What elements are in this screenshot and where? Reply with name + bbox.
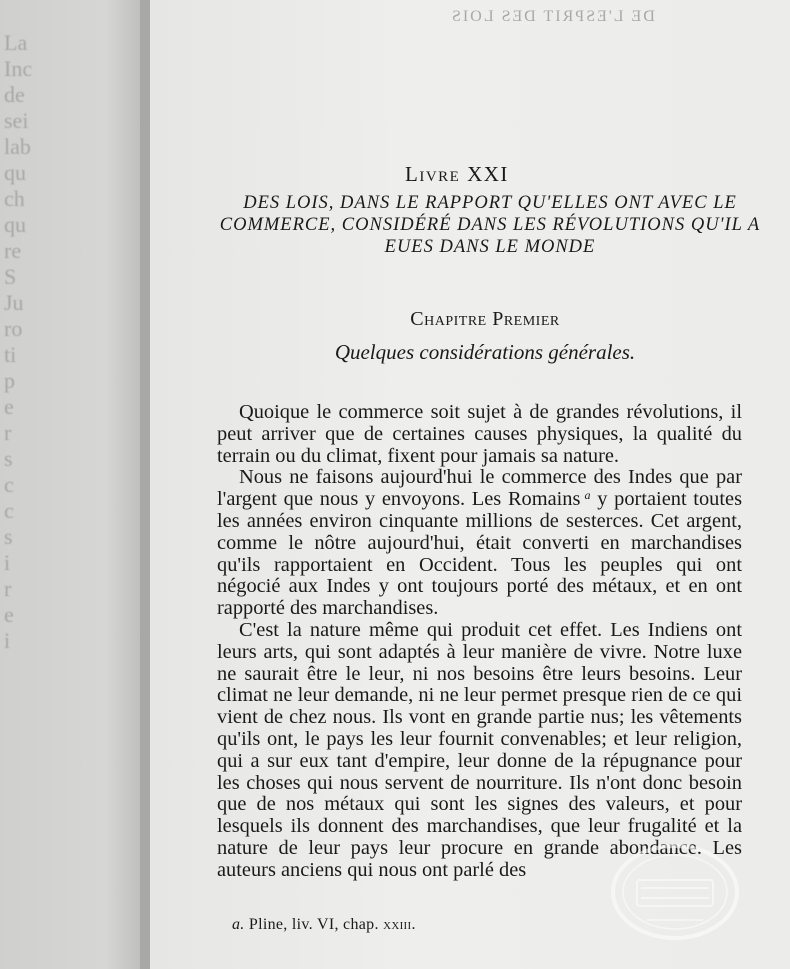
chapter-heading: Chapitre Premier xyxy=(410,308,560,330)
paragraph-1-text: Quoique le commerce soit sujet à de grandes révolutions, il peut arriver que de certaines causes physiques, la qualité du terrain ou du climat, fixent pour jamais sa nature. xyxy=(217,401,742,467)
paragraph-1 xyxy=(217,402,742,467)
facing-page-edge xyxy=(0,0,150,969)
footnote-text: Pline, liv. VI, chap. xyxy=(248,916,379,933)
paragraph-2-text-before: Nous ne faisons aujourd'hui le commerce des Indes que par l'argent que nous y envoyons. Les Romains xyxy=(217,466,742,511)
paragraph-2-text-after: y portaient toutes les années environ cinquante millions de sesterces. Cet argent, comme le nôtre aujourd'hui, était converti en marchandises qu'ils rapportaient en Occident. Tous les peuples qui ont négocié aux Indes y ont toujours porté des métaux, et en ont rapporté des marchandises. xyxy=(217,488,743,620)
book-subtitle: DES LOIS, DANS LE RAPPORT QU'ELLES ONT AVEC LE COMMERCE, CONSIDÉRÉ DANS LES RÉVOLUTIONS QU'IL A EUES DANS LE MONDE xyxy=(219,193,761,257)
paragraph-3-text: C'est la nature même qui produit cet effet. Les Indiens ont leurs arts, qui sont adaptés à leur manière de vivre. Notre luxe ne saurait être le leur, ni nos besoins être leurs besoins. Leur climat ne leur demande, ni ne leur permet presque rien de ce qui vient de chez nous. Ils vont en grande partie nus; les vêtements qu'ils ont, le pays les leur fournit convenables; et leur religion, qui a sur eux tant d'empire, leur donne de la répugnance pour les choses qui nous servent de nourriture. Ils n'ont donc besoin que de nos métaux qui sont les signes des valeurs, et pour lesquels ils donnent des marchandises, que leur frugalité et la nature de leur pays leur procure en grande abondance. Les auteurs anciens qui nous ont parlé des xyxy=(217,618,742,881)
book-heading: Livre XXI xyxy=(405,162,509,186)
chapter-body xyxy=(217,402,742,882)
footnote-chapter-ref: xxiii. xyxy=(383,916,416,933)
footnote-mark: a. xyxy=(232,916,245,933)
facing-page-bleed: La Inc de sei lab qu ch qu re S Ju ro ti p e r s c c s i r e i xyxy=(4,30,33,653)
paragraph-3 xyxy=(217,620,742,882)
footnote xyxy=(232,916,416,934)
mirrored-running-head: DE L'ESPRIT DES LOIS xyxy=(450,8,655,25)
chapter-subtitle: Quelques considérations générales. xyxy=(334,340,636,364)
paragraph-2 xyxy=(217,467,742,620)
footnote-reference[interactable]: a xyxy=(584,488,591,503)
